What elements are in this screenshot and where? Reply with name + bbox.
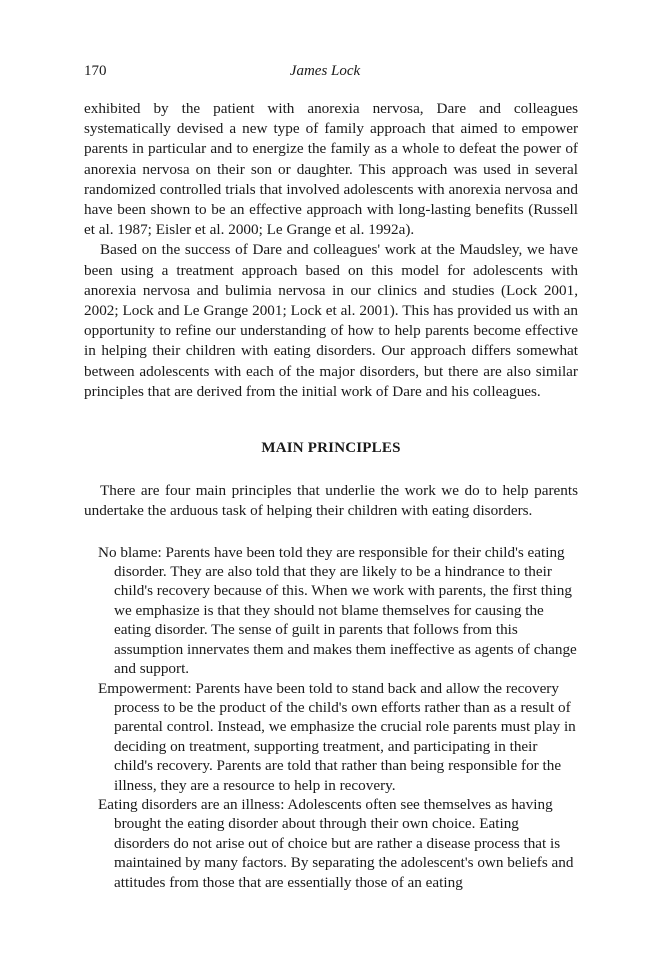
principle-item: No blame: Parents have been told they are responsible for their child's eating disorder. They are also told that they are likely to be a hindrance to their child's recovery because of this. When we work with parents, the first thing we emphasize is that they should not blame themselves for causing the eating disorder. The sense of guilt in parents that follows from this assumption innervates them and makes them ineffective as agents of change and support. bbox=[98, 543, 577, 678]
section-heading: MAIN PRINCIPLES bbox=[261, 440, 401, 457]
principles-list bbox=[84, 543, 578, 892]
principle-item: Eating disorders are an illness: Adolescents often see themselves as having brought the eating disorder about through their own choice. Eating disorders do not arise out of choice but are rather a disease process that is maintained by many factors. By separating the adolescent's own beliefs and attitudes from those that are essentially those of an eating bbox=[98, 795, 574, 891]
page-body bbox=[84, 99, 578, 892]
paragraph: Based on the success of Dare and colleagues' work at the Maudsley, we have been using a treatment approach based on this model for adolescents with anorexia nervosa and bulimia nervosa in our clinics and studies (Lock 2001, 2002; Lock and Le Grange 2001; Lock et al. 2001). This has provided us with an opportunity to refine our understanding of how to help parents become effective in helping their children with eating disorders. Our approach differs somewhat between adolescents with each of the major disorders, but there are also similar principles that are derived from the initial work of Dare and his colleagues. bbox=[84, 241, 578, 400]
paragraph: exhibited by the patient with anorexia nervosa, Dare and colleagues systematically devised a new type of family approach that aimed to empower parents in particular and to energize the family as a whole to defeat the power of anorexia nervosa on their son or daughter. This approach was used in several randomized controlled trials that involved adolescents with anorexia nervosa and have been shown to be an effective approach with long-lasting benefits (Russell et al. 1987; Eisler et al. 2000; Le Grange et al. 1992a). bbox=[84, 100, 578, 239]
principle-item: Empowerment: Parents have been told to stand back and allow the recovery process to be the product of the child's own efforts rather than as a result of parental control. Instead, we emphasize the crucial role parents must play in deciding on treatment, supporting treatment, and participating in their child's recovery. Parents are told that rather than being responsible for the illness, they are a resource to help in recovery. bbox=[98, 679, 576, 794]
running-head: James Lock bbox=[289, 63, 361, 79]
section-intro: There are four main principles that underlie the work we do to help parents undertake the arduous task of helping their children with eating disorders. bbox=[84, 482, 578, 520]
page-header bbox=[84, 63, 566, 85]
page-number: 170 bbox=[84, 63, 107, 79]
